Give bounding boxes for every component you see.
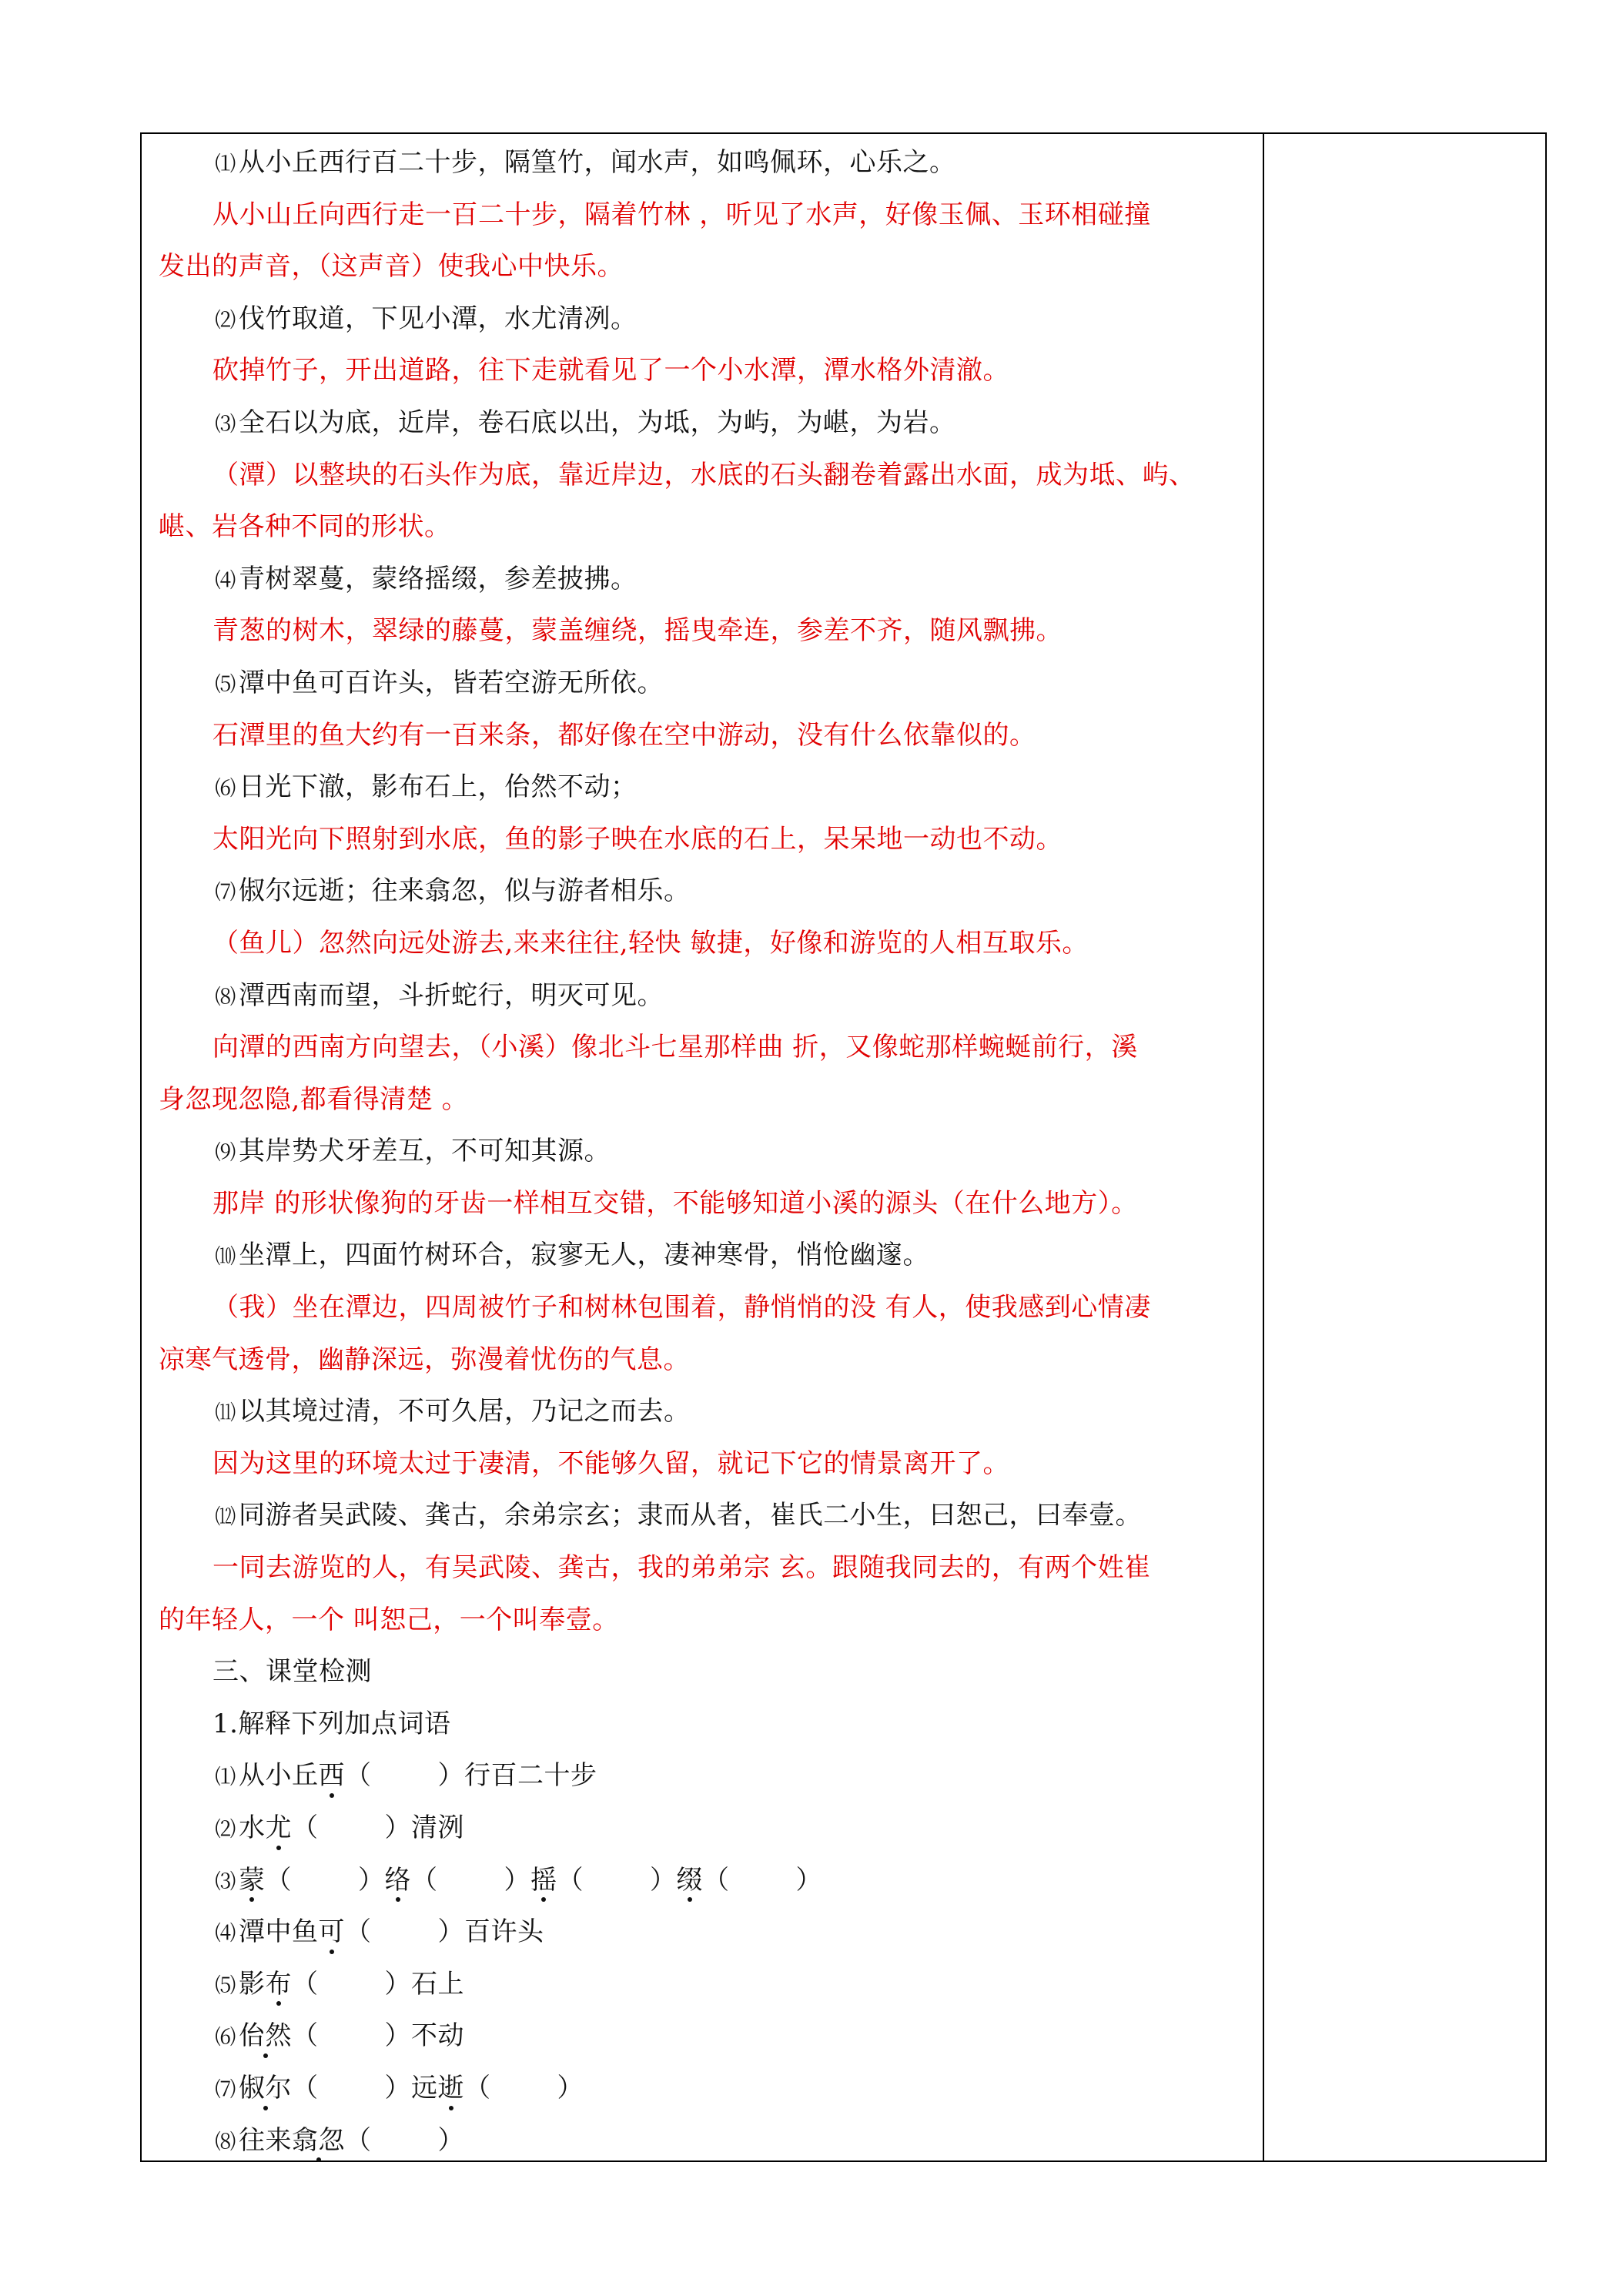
original-sentence: ⑴从小丘西行百二十步，隔篁竹，闻水声，如鸣佩环，心乐之。 (215, 147, 956, 178)
dotted-word: 俶尔 (239, 2063, 292, 2115)
original-sentence: ⑽坐潭上，四面竹树环合，寂寥无人，凄神寒骨，悄怆幽邃。 (215, 1240, 929, 1271)
original-sentence: ⑶全石以为底，近岸，卷石底以出，为坻，为屿，为嵁，为岩。 (215, 407, 956, 438)
original-sentence: ⑷青树翠蔓，蒙络摇缀，参差披拂。 (215, 563, 637, 594)
question-5: ⑸影布（ ）石上 (159, 1959, 1252, 2011)
question-2: ⑵水尤（ ）清洌 (159, 1802, 1252, 1855)
translation-line: 发出的声音，（这声音）使我心中快乐。 (159, 251, 624, 283)
original-sentence: ⑻潭西南而望，斗折蛇行，明灭可见。 (215, 979, 664, 1011)
original-sentence: ⑸潭中鱼可百许头，皆若空游无所依。 (215, 667, 664, 698)
question-3: ⑶蒙（ ）络（ ）摇（ ）缀（ ） (159, 1855, 1252, 1907)
translation-line: 那岸 的形状像狗的牙齿一样相互交错，不能够知道小溪的源头（在什么地方）。 (212, 1187, 1138, 1219)
section-title: 三、课堂检测 (212, 1656, 372, 1688)
translation-line: （我）坐在潭边，四周被竹子和树林包围着，静悄悄的没 有人，使我感到心情凄 (212, 1292, 1151, 1324)
translation-list (159, 137, 1252, 1646)
translation-line: 因为这里的环境太过于凄清，不能够久留，就记下它的情景离开了。 (212, 1448, 1009, 1479)
original-sentence: ⑺俶尔远逝；往来翕忽，似与游者相乐。 (215, 875, 691, 907)
dotted-word: 布 (266, 1959, 293, 2011)
dotted-word: 可 (319, 1906, 346, 1959)
translation-line: 嵁、岩各种不同的形状。 (159, 511, 451, 543)
question-4: ⑷潭中鱼可（ ）百许头 (159, 1906, 1252, 1959)
translation-line: 身忽现忽隐,都看得清楚 。 (159, 1083, 469, 1115)
question-8: ⑻往来翕忽（ ） (159, 2115, 1252, 2167)
original-sentence: ⑿同游者吴武陵、龚古，余弟宗玄；隶而从者，崔氏二小生，曰恕己，曰奉壹。 (215, 1500, 1142, 1531)
original-sentence: ⑹日光下澈，影布石上，佁然不动； (215, 771, 637, 803)
column-divider (1263, 132, 1264, 2162)
original-sentence: ⑵伐竹取道，下见小潭，水尤清冽。 (215, 303, 637, 334)
dotted-word: 佁然 (239, 2010, 292, 2063)
original-sentence: ⑼其岸势犬牙差互，不可知其源。 (215, 1136, 611, 1167)
dotted-word: 络 (385, 1855, 412, 1907)
exercise-title: 1.解释下列加点词语 (212, 1708, 451, 1739)
dotted-word: 逝 (438, 2063, 465, 2115)
original-sentence: ⑾以其境过清，不可久居，乃记之而去。 (215, 1396, 691, 1427)
translation-line: 太阳光向下照射到水底，鱼的影子映在水底的石上，呆呆地一动也不动。 (212, 823, 1062, 855)
translation-line: 石潭里的鱼大约有一百来条，都好像在空中游动，没有什么依靠似的。 (212, 719, 1036, 751)
translation-line: 凉寒气透骨，幽静深远，弥漫着忧伤的气息。 (159, 1344, 690, 1375)
main-column (159, 137, 1252, 2167)
translation-line: 青葱的树木，翠绿的藤蔓，蒙盖缠绕，摇曳牵连，参差不齐，随风飘拂。 (212, 615, 1062, 647)
translation-line: 一同去游览的人，有吴武陵、龚古，我的弟弟宗 玄。跟随我同去的，有两个姓崔 (212, 1552, 1151, 1584)
question-6: ⑹佁然（ ）不动 (159, 2010, 1252, 2063)
dotted-word: 摇 (530, 1855, 557, 1907)
translation-line: 从小山丘向西行走一百二十步，隔着竹林 ，听见了水声，好像玉佩、玉环相碰撞 (212, 199, 1151, 230)
dotted-word: 尤 (266, 1802, 293, 1855)
dotted-word: 蒙 (239, 1855, 266, 1907)
translation-line: （鱼儿）忽然向远处游去,来来往往,轻快 敏捷，好像和游览的人相互取乐。 (212, 927, 1089, 959)
dotted-word: 缀 (677, 1855, 704, 1907)
translation-line: 向潭的西南方向望去，（小溪）像北斗七星那样曲 折，又像蛇那样蜿蜒前行，溪 (212, 1032, 1138, 1063)
dotted-word: 翕忽 (292, 2115, 345, 2167)
dotted-word: 西 (319, 1750, 346, 1802)
translation-line: （潭）以整块的石头作为底，靠近岸边，水底的石头翻卷着露出水面，成为坻、屿、 (212, 459, 1196, 490)
question-7: ⑺俶尔（ ）远逝（ ） (159, 2063, 1252, 2115)
translation-line: 砍掉竹子，开出道路，往下走就看见了一个小水潭，潭水格外清澈。 (212, 355, 1009, 387)
translation-line: 的年轻人，一个 叫恕己，一个叫奉壹。 (159, 1604, 619, 1635)
question-1: ⑴从小丘西（ ）行百二十步 (159, 1750, 1252, 1802)
